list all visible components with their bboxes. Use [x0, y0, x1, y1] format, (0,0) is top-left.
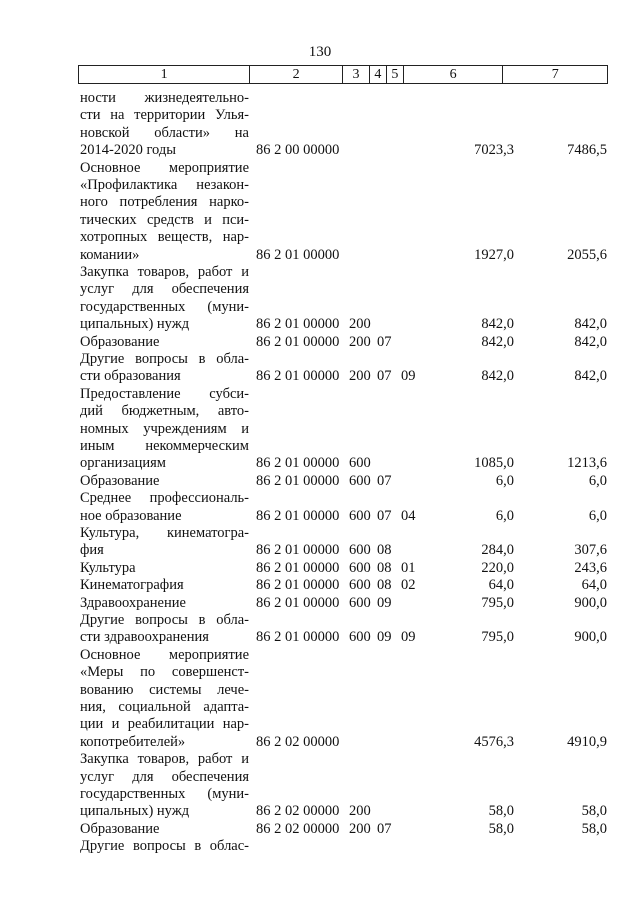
name-cell: иным некоммерческим [80, 438, 249, 454]
amount-2016-cell: 220,0 [481, 559, 514, 576]
name-cell: государственных (муни- [80, 786, 249, 802]
table-header [78, 65, 608, 84]
section-cell: 09 [377, 629, 392, 646]
expense-type-cell: 600 [349, 577, 371, 594]
name-cell: ности жизнедеятельно- [80, 90, 249, 106]
amount-2017-cell: 6,0 [588, 507, 607, 524]
code-cell: 86 2 01 00000 [256, 455, 340, 472]
subsection-cell: 01 [401, 559, 416, 576]
subsection-cell: 04 [401, 507, 416, 524]
table-row [0, 403, 640, 419]
name-cell: услуг для обеспечения [80, 768, 249, 785]
name-cell: хотропных веществ, нар- [80, 229, 249, 246]
amount-2016-cell: 6,0 [495, 507, 514, 524]
code-cell: 86 2 02 00000 [256, 733, 340, 750]
table-row [0, 786, 640, 802]
name-cell: Основное мероприятие [80, 159, 249, 176]
expense-type-cell: 200 [349, 803, 371, 820]
table-row [0, 264, 640, 280]
table-row [0, 247, 640, 263]
amount-2016-cell: 7023,3 [474, 142, 514, 159]
name-cell: новской области» на [80, 124, 249, 141]
table-row [0, 769, 640, 785]
amount-2017-cell: 7486,5 [567, 142, 607, 159]
name-cell: Закупка товаров, работ и [80, 751, 249, 768]
table-row [0, 125, 640, 141]
subsection-cell: 09 [401, 629, 416, 646]
expense-type-cell: 600 [349, 629, 371, 646]
table-row [0, 664, 640, 680]
table-row [0, 160, 640, 176]
amount-2017-cell: 243,6 [574, 559, 607, 576]
amount-2016-cell: 842,0 [481, 316, 514, 333]
amount-2016-cell: 1927,0 [474, 246, 514, 263]
amount-2017-cell: 900,0 [574, 629, 607, 646]
header-col-7: 7 [551, 67, 559, 82]
name-cell: Культура [80, 559, 136, 576]
header-col-4: 4 [370, 66, 387, 83]
page-number: 130 [308, 44, 332, 60]
name-cell: вованию системы лече- [80, 681, 249, 698]
name-cell: «Профилактика незакон- [80, 177, 249, 193]
section-cell: 07 [377, 472, 392, 489]
table-row [0, 803, 640, 819]
code-cell: 86 2 01 00000 [256, 246, 340, 263]
table-row [0, 612, 640, 628]
name-cell: Закупка товаров, работ и [80, 264, 249, 280]
table-row [0, 490, 640, 506]
code-cell: 86 2 01 00000 [256, 316, 340, 333]
amount-2016-cell: 842,0 [481, 368, 514, 385]
amount-2017-cell: 58,0 [581, 820, 607, 837]
name-cell: Основное мероприятие [80, 646, 249, 663]
name-cell: услуг для обеспечения [80, 281, 249, 298]
name-cell: Образование [80, 820, 160, 837]
subsection-cell: 09 [401, 368, 416, 385]
amount-2017-cell: 842,0 [574, 368, 607, 385]
table-row [0, 508, 640, 524]
expense-type-cell: 200 [349, 333, 371, 350]
name-cell: ципальных) нужд [80, 803, 190, 820]
name-cell: ния, социальной адапта- [80, 699, 249, 715]
table-row [0, 838, 640, 854]
amount-2017-cell: 2055,6 [567, 246, 607, 263]
table-row [0, 421, 640, 437]
table-row [0, 90, 640, 106]
table-row [0, 751, 640, 767]
table-row [0, 699, 640, 715]
amount-2016-cell: 64,0 [488, 577, 514, 594]
code-cell: 86 2 01 00000 [256, 368, 340, 385]
name-cell: «Меры по совершенст- [80, 664, 249, 681]
amount-2017-cell: 842,0 [574, 316, 607, 333]
amount-2016-cell: 795,0 [481, 594, 514, 611]
expense-type-cell: 200 [349, 820, 371, 837]
code-cell: 86 2 01 00000 [256, 472, 340, 489]
table-row [0, 299, 640, 315]
name-cell: ции и реабилитации нар- [80, 716, 249, 733]
table-row [0, 386, 640, 402]
code-cell: 86 2 02 00000 [256, 820, 340, 837]
amount-2016-cell: 4576,3 [474, 733, 514, 750]
table-row [0, 734, 640, 750]
amount-2017-cell: 6,0 [588, 472, 607, 489]
name-cell: ное образование [80, 507, 182, 524]
table-row [0, 177, 640, 193]
expense-type-cell: 600 [349, 455, 371, 472]
amount-2017-cell: 900,0 [574, 594, 607, 611]
table-row [0, 142, 640, 158]
amount-2017-cell: 4910,9 [567, 733, 607, 750]
table-row [0, 455, 640, 471]
expense-type-cell: 600 [349, 542, 371, 559]
name-cell: Образование [80, 333, 160, 350]
header-col-3: 3 [343, 66, 370, 83]
amount-2016-cell: 284,0 [481, 542, 514, 559]
name-cell: номных учреждениям и [80, 420, 249, 437]
table-row [0, 316, 640, 332]
amount-2016-cell: 795,0 [481, 629, 514, 646]
code-cell: 86 2 01 00000 [256, 333, 340, 350]
section-cell: 08 [377, 559, 392, 576]
section-cell: 07 [377, 368, 392, 385]
code-cell: 86 2 01 00000 [256, 594, 340, 611]
name-cell: комании» [80, 246, 140, 263]
code-cell: 86 2 01 00000 [256, 559, 340, 576]
header-col-1: 1 [79, 66, 250, 83]
amount-2016-cell: 58,0 [488, 820, 514, 837]
table-row [0, 334, 640, 350]
table-row [0, 212, 640, 228]
expense-type-cell: 200 [349, 316, 371, 333]
section-cell: 07 [377, 333, 392, 350]
section-cell: 09 [377, 594, 392, 611]
table-row [0, 438, 640, 454]
table-row [0, 473, 640, 489]
amount-2016-cell: 1085,0 [474, 455, 514, 472]
table-row [0, 595, 640, 611]
name-cell: ципальных) нужд [80, 316, 190, 333]
name-cell: Другие вопросы в облас- [80, 838, 249, 855]
name-cell: сти на территории Улья- [80, 107, 249, 124]
amount-2016-cell: 58,0 [488, 803, 514, 820]
expense-type-cell: 600 [349, 594, 371, 611]
code-cell: 86 2 01 00000 [256, 629, 340, 646]
code-cell: 86 2 00 00000 [256, 142, 340, 159]
name-cell: Другие вопросы в обла- [80, 612, 249, 628]
name-cell: государственных (муни- [80, 298, 249, 315]
expense-type-cell: 200 [349, 368, 371, 385]
section-cell: 08 [377, 542, 392, 559]
name-cell: дий бюджетным, авто- [80, 403, 249, 420]
table-row [0, 577, 640, 593]
code-cell: 86 2 01 00000 [256, 577, 340, 594]
name-cell: сти здравоохранения [80, 629, 209, 646]
name-cell: Среднее профессиональ- [80, 490, 249, 507]
header-col-6: 6 [404, 66, 504, 83]
table-row [0, 107, 640, 123]
table-row [0, 368, 640, 384]
header-col-2: 2 [250, 66, 343, 83]
name-cell: Кинематография [80, 577, 184, 594]
code-cell: 86 2 02 00000 [256, 803, 340, 820]
subsection-cell: 02 [401, 577, 416, 594]
table-row [0, 281, 640, 297]
section-cell: 07 [377, 507, 392, 524]
code-cell: 86 2 01 00000 [256, 542, 340, 559]
header-col-5: 5 [387, 66, 404, 83]
table-row [0, 229, 640, 245]
table-row [0, 194, 640, 210]
name-cell: фия [80, 542, 104, 559]
name-cell: Предоставление субси- [80, 385, 249, 402]
table-row [0, 542, 640, 558]
expense-type-cell: 600 [349, 507, 371, 524]
section-cell: 08 [377, 577, 392, 594]
table-row [0, 525, 640, 541]
table-row [0, 682, 640, 698]
name-cell: 2014-2020 годы [80, 142, 176, 159]
name-cell: организациям [80, 455, 166, 472]
amount-2016-cell: 842,0 [481, 333, 514, 350]
section-cell: 07 [377, 820, 392, 837]
name-cell: сти образования [80, 368, 181, 385]
table-row [0, 647, 640, 663]
name-cell: Другие вопросы в обла- [80, 351, 249, 367]
expense-type-cell: 600 [349, 559, 371, 576]
amount-2017-cell: 307,6 [574, 542, 607, 559]
table-row [0, 560, 640, 576]
expense-type-cell: 600 [349, 472, 371, 489]
table-row [0, 716, 640, 732]
table-row [0, 821, 640, 837]
code-cell: 86 2 01 00000 [256, 507, 340, 524]
amount-2017-cell: 842,0 [574, 333, 607, 350]
name-cell: копотребителей» [80, 733, 186, 750]
amount-2016-cell: 6,0 [495, 472, 514, 489]
table-row [0, 351, 640, 367]
amount-2017-cell: 1213,6 [567, 455, 607, 472]
name-cell: Культура, кинематогра- [80, 525, 249, 541]
name-cell: тических средств и пси- [80, 211, 249, 228]
name-cell: ного потребления нарко- [80, 194, 249, 211]
table-row [0, 629, 640, 645]
amount-2017-cell: 64,0 [581, 577, 607, 594]
amount-2017-cell: 58,0 [581, 803, 607, 820]
name-cell: Образование [80, 472, 160, 489]
name-cell: Здравоохранение [80, 594, 186, 611]
